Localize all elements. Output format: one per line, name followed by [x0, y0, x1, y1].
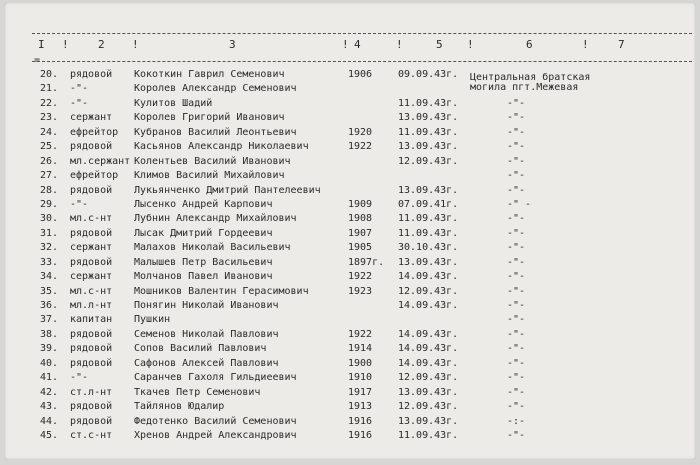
row-number: 31.	[40, 227, 59, 239]
table-row	[4, 256, 696, 270]
row-number: 23.	[40, 112, 59, 124]
row-death-date: 14.09.43г.	[398, 271, 459, 283]
row-death-date: 12.09.43г.	[398, 372, 459, 384]
row-birth-year: 1920	[348, 126, 373, 138]
row-birth-year: 1914	[348, 343, 373, 355]
row-burial-place: -"-	[507, 271, 526, 283]
row-burial-place: -"-	[507, 328, 526, 340]
row-rank: рядовой	[70, 401, 113, 413]
row-rank: рядовой	[70, 256, 113, 268]
row-number: 38.	[40, 328, 59, 340]
row-rank: рядовой	[70, 357, 113, 369]
row-name: Молчанов Павел Иванович	[134, 271, 273, 283]
table-row	[4, 299, 696, 313]
header-sep: !	[396, 38, 403, 51]
row-burial-place: -"-	[507, 227, 526, 239]
row-number: 28.	[40, 184, 59, 196]
row-name: Саранчев Гахоля Гильдиеевич	[134, 372, 297, 384]
row-death-date: 13.09.43г.	[398, 184, 459, 196]
header-col-3: 3	[229, 38, 236, 51]
row-name: Малышев Петр Васильевич	[134, 256, 273, 268]
row-burial-place: -"-	[507, 126, 526, 138]
row-rank: -"-	[70, 372, 89, 384]
row-number: 32.	[40, 242, 59, 254]
row-death-date: 13.09.43г.	[398, 141, 459, 153]
row-rank: рядовой	[70, 328, 113, 340]
table-row	[4, 357, 696, 371]
row-burial-place: -"-	[507, 357, 526, 369]
header-sep: !	[342, 38, 349, 51]
row-name: Ткачев Петр Семенович	[134, 386, 261, 398]
row-burial-place: -"-	[507, 372, 526, 384]
table-row	[4, 285, 696, 299]
header-sep: !	[132, 38, 139, 51]
row-number: 30.	[40, 213, 59, 225]
row-number: 34.	[40, 271, 59, 283]
row-rank: рядовой	[70, 227, 113, 239]
table-row	[4, 342, 696, 356]
table-row	[4, 140, 696, 154]
row-number: 44.	[40, 415, 59, 427]
row-rank: ефрейтор	[70, 126, 119, 138]
table-row	[4, 212, 696, 226]
records-list	[4, 68, 696, 443]
row-death-date: 12.09.43г.	[398, 155, 459, 167]
row-death-date: 11.09.43г.	[398, 213, 459, 225]
table-row	[4, 241, 696, 255]
row-name: Хренов Андрей Александрович	[134, 429, 297, 441]
row-number: 40.	[40, 357, 59, 369]
row-birth-year: 1907	[348, 227, 373, 239]
row-death-date: 14.09.43г.	[398, 357, 459, 369]
table-row	[4, 227, 696, 241]
row-number: 24.	[40, 126, 59, 138]
row-birth-year: 1905	[348, 242, 373, 254]
row-number: 42.	[40, 386, 59, 398]
row-name: Кулитов Шадий	[134, 97, 213, 109]
row-rank: -"-	[70, 83, 89, 95]
table-header	[4, 2, 696, 64]
row-rank: рядовой	[70, 184, 113, 196]
table-row	[4, 198, 696, 212]
row-number: 36.	[40, 300, 59, 311]
row-death-date: 13.09.43г.	[398, 112, 459, 124]
row-birth-year: 1922	[348, 141, 373, 153]
row-name: Колентьев Василий Иванович	[134, 155, 291, 167]
row-death-date: 13.09.43г.	[398, 415, 459, 427]
row-number: 27.	[40, 170, 59, 182]
document-page	[4, 2, 696, 460]
row-number: 45.	[40, 429, 59, 441]
row-burial-place: -"-	[507, 170, 526, 182]
row-name: Малахов Николай Васильевич	[134, 242, 291, 254]
row-rank: мл.сержант	[70, 155, 131, 167]
row-rank: сержант	[70, 271, 113, 283]
row-rank: ефрейтор	[70, 170, 119, 182]
row-rank: мл.с-нт	[70, 213, 113, 225]
burial-note-line1: Центральная братская	[470, 72, 591, 83]
table-row	[4, 371, 696, 385]
header-top-rule	[32, 33, 692, 34]
row-name: Пушкин	[134, 314, 171, 326]
table-row	[4, 82, 696, 96]
burial-note-line2: могила пгт.Межевая	[470, 82, 579, 93]
row-burial-place: -"-	[507, 141, 526, 153]
row-birth-year: 1916	[348, 415, 373, 427]
row-name: Лубнин Александр Михайлович	[134, 213, 297, 225]
row-burial-place: -"-	[507, 343, 526, 355]
row-number: 39.	[40, 343, 59, 355]
row-name: Королев Александр Семенович	[134, 83, 297, 95]
row-name: Тайлянов Юдалир	[134, 401, 225, 413]
row-name: Семенов Николай Павлович	[134, 328, 279, 340]
row-death-date: 14.09.43г.	[398, 328, 459, 340]
row-birth-year: 1900	[348, 357, 373, 369]
row-name: Понягин Николай Иванович	[134, 300, 279, 311]
header-sep: !	[467, 38, 474, 51]
table-row	[4, 97, 696, 111]
row-burial-place: -"-	[507, 242, 526, 254]
table-row	[4, 126, 696, 140]
row-burial-place: -"-	[507, 300, 526, 311]
table-row	[4, 169, 696, 183]
row-birth-year: 1922	[348, 328, 373, 340]
row-rank: рядовой	[70, 415, 113, 427]
row-birth-year: 1917	[348, 386, 373, 398]
row-rank: рядовой	[70, 343, 113, 355]
table-row	[4, 111, 696, 125]
row-death-date: 13.09.43г.	[398, 256, 459, 268]
row-burial-place: -"-	[507, 213, 526, 225]
header-col-1: I	[38, 38, 45, 51]
row-name: Сопов Василий Павлович	[134, 343, 267, 355]
table-row	[4, 155, 696, 169]
row-birth-year: 1910	[348, 372, 373, 384]
row-death-date: 13.09.43г.	[398, 386, 459, 398]
row-death-date: 11.09.43г.	[398, 126, 459, 138]
row-burial-place: -"-	[507, 401, 526, 413]
row-death-date: 07.09.41г.	[398, 198, 459, 210]
row-burial-place: -"-	[507, 256, 526, 268]
row-birth-year: 1908	[348, 213, 373, 225]
table-row	[4, 386, 696, 400]
row-burial-place: -"-	[507, 112, 526, 124]
row-birth-year: 1909	[348, 198, 373, 210]
row-death-date: 11.09.43г.	[398, 97, 459, 109]
row-rank: мл.с-нт	[70, 285, 113, 297]
row-rank: сержант	[70, 112, 113, 124]
row-death-date: 30.10.43г.	[398, 242, 459, 254]
row-rank: капитан	[70, 314, 113, 326]
header-sep: !	[582, 38, 589, 51]
row-name: Лукьянченко Дмитрий Пантелеевич	[134, 184, 321, 196]
row-rank: сержант	[70, 242, 113, 254]
row-burial-place: -"-	[507, 386, 526, 398]
row-birth-year: 1923	[348, 285, 373, 297]
row-number: 41.	[40, 372, 59, 384]
table-row	[4, 68, 696, 82]
row-name: Мошников Валентин Герасимович	[134, 285, 309, 297]
row-birth-year: 1922	[348, 271, 373, 283]
row-number: 20.	[40, 69, 59, 80]
table-row	[4, 328, 696, 342]
table-row	[4, 313, 696, 327]
row-name: Кокоткин Гаврил Семенович	[134, 69, 285, 80]
row-name: Королев Григорий Иванович	[134, 112, 285, 124]
table-row	[4, 415, 696, 429]
row-number: 26.	[40, 155, 59, 167]
row-rank: ст.л-нт	[70, 386, 113, 398]
header-mark: =	[34, 55, 41, 66]
row-death-date: 12.09.43г.	[398, 285, 459, 297]
header-col-2: 2	[98, 38, 105, 51]
table-row	[4, 400, 696, 414]
table-row	[4, 184, 696, 198]
header-col-4: 4	[354, 38, 361, 51]
row-rank: рядовой	[70, 141, 113, 153]
row-death-date: 11.09.43г.	[398, 429, 459, 441]
header-col-6: 6	[526, 38, 533, 51]
row-name: Касьянов Александр Николаевич	[134, 141, 309, 153]
row-number: 43.	[40, 401, 59, 413]
row-burial-place: -:-	[507, 415, 526, 427]
header-col-5: 5	[436, 38, 443, 51]
row-rank: -"-	[70, 97, 89, 109]
table-row	[4, 270, 696, 284]
row-death-date: 12.09.43г.	[398, 401, 459, 413]
row-number: 33.	[40, 256, 59, 268]
row-burial-place: -"-	[507, 97, 526, 109]
row-burial-place: -"-	[507, 184, 526, 196]
row-birth-year: 1906	[348, 69, 373, 80]
row-death-date: 14.09.43г.	[398, 300, 459, 311]
row-name: Лысак Дмитрий Гордеевич	[134, 227, 273, 239]
row-burial-place: -"-	[507, 314, 526, 326]
header-sep: !	[62, 38, 69, 51]
row-name: Федотенко Василий Семенович	[134, 415, 297, 427]
row-birth-year: 1897г.	[348, 256, 385, 268]
row-name: Лысенко Андрей Карпович	[134, 198, 273, 210]
row-rank: рядовой	[70, 69, 113, 80]
row-death-date: 11.09.43г.	[398, 227, 459, 239]
header-col-7: 7	[618, 38, 625, 51]
row-burial-place: -"-	[507, 429, 526, 441]
row-name: Кубранов Василий Леонтьевич	[134, 126, 297, 138]
row-burial-place: -" -	[507, 198, 532, 210]
row-rank: ст.с-нт	[70, 429, 113, 441]
row-number: 29.	[40, 198, 59, 210]
row-rank: -"-	[70, 198, 89, 210]
row-birth-year: 1916	[348, 429, 373, 441]
row-birth-year: 1913	[348, 401, 373, 413]
row-death-date: 09.09.43г.	[398, 69, 459, 80]
row-number: 21.	[40, 83, 59, 95]
row-burial-place: -"-	[507, 285, 526, 297]
table-row	[4, 429, 696, 443]
row-number: 22.	[40, 97, 59, 109]
header-bottom-rule	[32, 61, 692, 62]
row-number: 35.	[40, 285, 59, 297]
row-rank: мл.л-нт	[70, 300, 113, 311]
row-burial-place: -"-	[507, 155, 526, 167]
row-name: Климов Василий Михайлович	[134, 170, 285, 182]
row-name: Сафонов Алексей Павлович	[134, 357, 279, 369]
row-number: 25.	[40, 141, 59, 153]
row-death-date: 14.09.43г.	[398, 343, 459, 355]
row-number: 37.	[40, 314, 59, 326]
